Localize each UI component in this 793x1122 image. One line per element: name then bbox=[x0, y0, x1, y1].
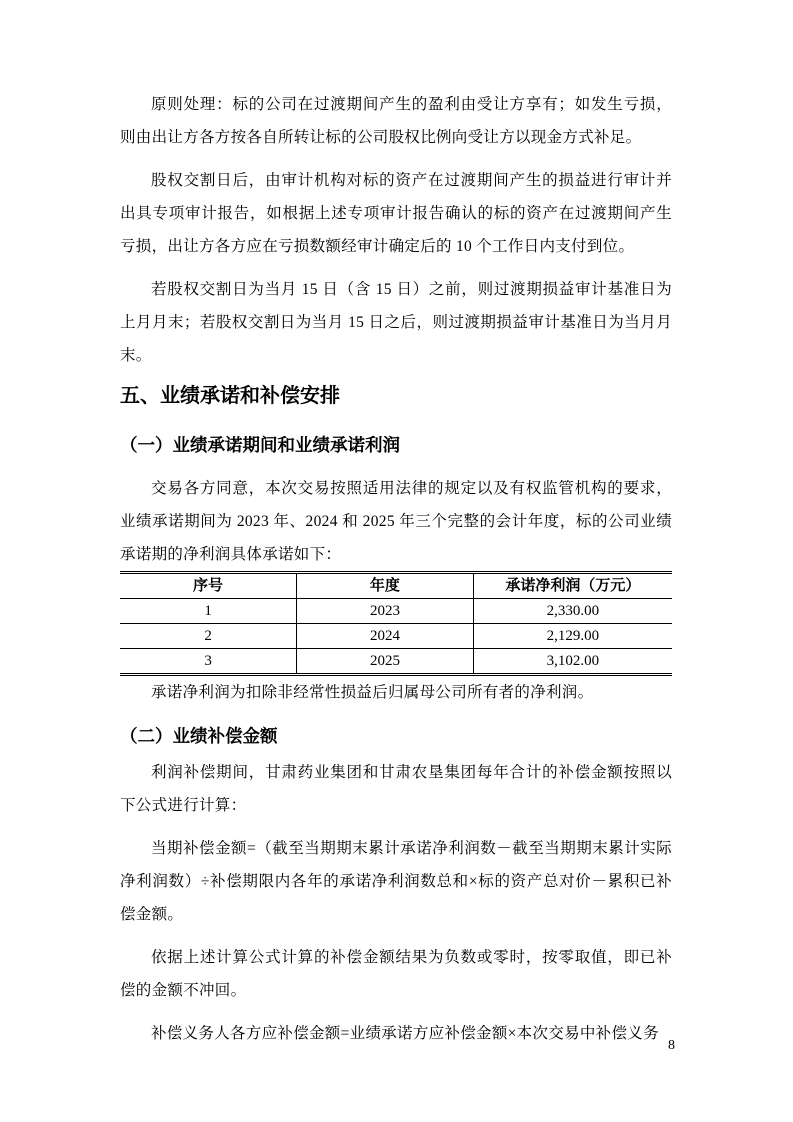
cell-index: 2 bbox=[120, 624, 297, 649]
cell-profit: 3,102.00 bbox=[546, 653, 600, 669]
table-row bbox=[120, 649, 672, 675]
table-header-row bbox=[120, 573, 672, 599]
paragraph-audit-report: 股权交割日后，由审计机构对标的资产在过渡期间产生的损益进行审计并出具专项审计报告，如根据上述专项审计报告确认的标的资产在过渡期间产生亏损，出让方各方应在亏损数额经审计确定后的 10 个工作日内支付到位。 bbox=[120, 172, 672, 255]
heading-section-5-1: （一）业绩承诺期间和业绩承诺利润 bbox=[120, 435, 400, 455]
paragraph-commitment-intro: 交易各方同意，本次交易按照适用法律的规定以及有权监管机构的要求，业绩承诺期间为 2023 年、2024 和 2025 年三个完整的会计年度，标的公司业绩承诺期的净利润具体承诺如下： bbox=[120, 480, 672, 563]
col-header-index: 序号 bbox=[120, 573, 297, 599]
cell-year: 2024 bbox=[297, 624, 474, 649]
col-header-year: 年度 bbox=[297, 573, 474, 599]
paragraph-obligor-share: 补偿义务人各方应补偿金额=业绩承诺方应补偿金额×本次交易中补偿义务 bbox=[151, 1025, 659, 1042]
paragraph-net-profit-note: 承诺净利润为扣除非经常性损益后归属母公司所有者的净利润。 bbox=[151, 684, 594, 701]
profit-commitment-table bbox=[120, 571, 672, 676]
paragraph-benchmark-date: 若股权交割日为当月 15 日（含 15 日）之前，则过渡期损益审计基准日为上月月末；若股权交割日为当月 15 日之后，则过渡期损益审计基准日为当月月末。 bbox=[120, 281, 672, 364]
paragraph-compensation-intro: 利润补偿期间，甘肃药业集团和甘肃农垦集团每年合计的补偿金额按照以下公式进行计算： bbox=[120, 764, 672, 814]
col-header-promised-net-profit: 承诺净利润（万元） bbox=[473, 573, 672, 599]
cell-profit: 2,129.00 bbox=[473, 624, 672, 649]
cell-year: 2023 bbox=[297, 599, 474, 624]
table-row bbox=[120, 624, 672, 649]
paragraph-zero-rule: 依据上述计算公式计算的补偿金额结果为负数或零时，按零取值，即已补偿的金额不冲回。 bbox=[120, 949, 672, 999]
paragraph-transition-profit: 原则处理：标的公司在过渡期间产生的盈利由受让方享有；如发生亏损，则由出让方各方按各自所转让标的公司股权比例向受让方以现金方式补足。 bbox=[120, 96, 672, 146]
cell-index: 3 bbox=[120, 649, 297, 675]
cell-year: 2025 bbox=[297, 649, 474, 675]
heading-section-5: 五、业绩承诺和补偿安排 bbox=[120, 385, 340, 407]
paragraph-compensation-formula: 当期补偿金额=（截至当期期末累计承诺净利润数－截至当期期末累计实际净利润数）÷补偿期限内各年的承诺净利润数总和×标的资产总对价－累积已补偿金额。 bbox=[120, 840, 672, 923]
cell-index: 1 bbox=[120, 599, 297, 624]
heading-section-5-2: （二）业绩补偿金额 bbox=[120, 726, 278, 746]
table-row bbox=[120, 599, 672, 624]
cell-profit: 2,330.00 bbox=[473, 599, 672, 624]
page-number: 8 bbox=[668, 1038, 675, 1053]
